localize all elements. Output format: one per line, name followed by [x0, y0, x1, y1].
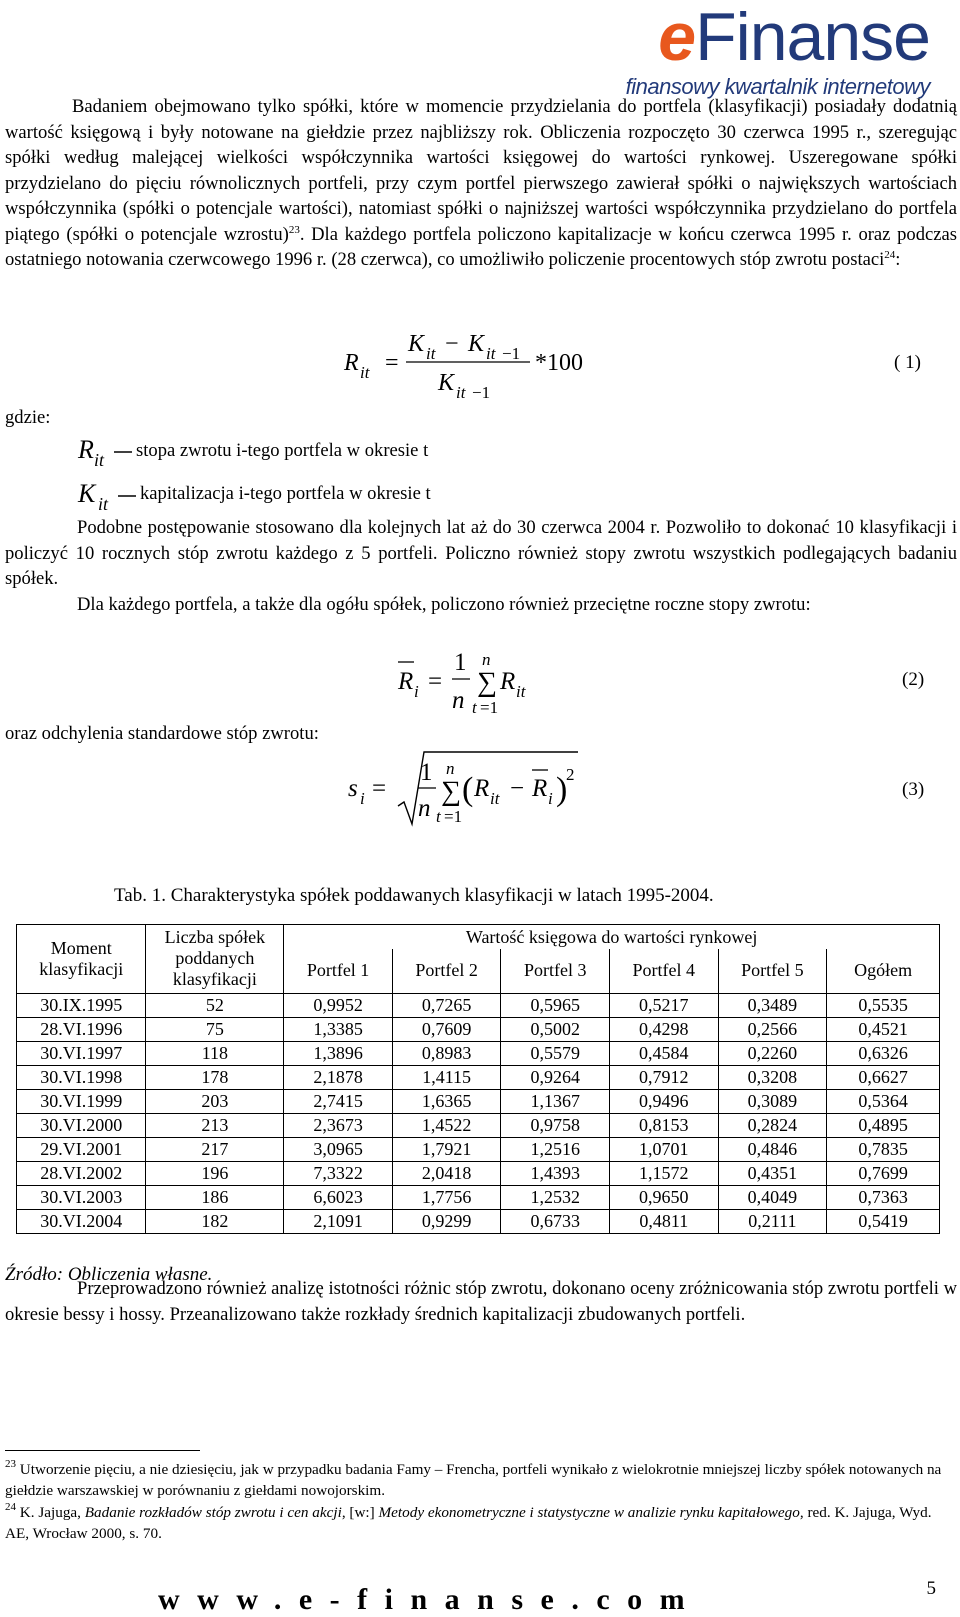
svg-text:R: R	[398, 668, 414, 695]
table-cell: 1,4393	[501, 1161, 610, 1185]
svg-text:*100: *100	[535, 350, 583, 376]
table-cell: 30.VI.1997	[17, 1041, 146, 1065]
table-cell: 0,6326	[827, 1041, 940, 1065]
definition-R: stopa zwrotu i-tego portfela w okresie t	[136, 440, 429, 461]
equation-1	[330, 326, 630, 406]
svg-text:it: it	[360, 363, 370, 382]
paragraph-mean-returns: Dla każdego portfela, a także dla ogółu spółek, policzono również przeciętne roczne stopy zwrotu:	[77, 594, 811, 615]
table-cell: 0,9496	[610, 1089, 719, 1113]
table-cell: 2,1878	[284, 1065, 393, 1089]
subheader-cell: Portfel 4	[610, 949, 719, 993]
table-cell: 0,4895	[827, 1113, 940, 1137]
table-cell: 0,4298	[610, 1017, 719, 1041]
table-cell: 0,5364	[827, 1089, 940, 1113]
svg-text:K: K	[468, 331, 485, 357]
table-cell: 186	[146, 1185, 284, 1209]
svg-text:it: it	[456, 383, 466, 402]
logo-wordmark: eFinanse	[658, 0, 930, 75]
table-cell: 2,1091	[284, 1209, 393, 1233]
symbol-K-it	[74, 476, 144, 516]
table-source: Źródło: Obliczenia własne.	[5, 1264, 213, 1285]
table-row	[17, 1113, 940, 1137]
table-row	[17, 1065, 940, 1089]
svg-text:R: R	[474, 775, 490, 802]
svg-text:it: it	[94, 450, 105, 470]
header-group: Wartość księgowa do wartości rynkowej	[284, 925, 940, 950]
table-cell: 0,4049	[718, 1185, 827, 1209]
footnote-24: $^{24}$ K. Jajuga, Badanie rozkładów stóp zwrotu i cen akcji, [w:] Metody ekonometryczne i statystyczne w analizie rynku kapitałowego, red. K. Jajuga, Wyd. AE, Wrocław 2000, s. 70.	[5, 1501, 932, 1542]
table-cell: 178	[146, 1065, 284, 1089]
paragraph-intro: Badaniem obejmowano tylko spółki, które w momencie przydzielania do portfela (klasyfikacji) posiadały dodatnią wartość księgową i były notowane na giełdzie przez najbliższy rok. Obliczenia rozpoczęto 30 czerwca 1995 r., szeregując spółki według malejącej wielkości współczynnika wartości księgowej do wartości rynkowej. Uszeregowane spółki przydzielano do pięciu równolicznych portfeli, przy czym portfel pierwszego zawierał spółki o największych wartościach współczynnika (spółki o potencjale wartości), natomiast spółki o najniższej wartości współczynnika przydzielano do portfela piątego (spółki o potencjale wzrostu)$^{23}$. Dla każdego portfela policzono kapitalizacje w końcu czerwca 1995 r. oraz podczas ostatniego notowania czerwcowego 1996 r. (28 czerwca), co umożliwiło policzenie procentowych stóp zwrotu postaci$^{24}$:	[5, 96, 957, 270]
table-cell: 0,5579	[501, 1041, 610, 1065]
table-cell: 2,7415	[284, 1089, 393, 1113]
svg-text:R: R	[500, 668, 516, 695]
footnote-rule	[5, 1450, 200, 1451]
table-cell: 1,3385	[284, 1017, 393, 1041]
svg-text:K: K	[78, 479, 96, 508]
table-cell: 0,7699	[827, 1161, 940, 1185]
table-cell: 1,4522	[392, 1113, 501, 1137]
header-liczba: Liczba spółek poddanych klasyfikacji	[146, 925, 284, 994]
equation-number-3: (3)	[902, 779, 925, 800]
svg-text:1: 1	[420, 759, 433, 786]
table-cell: 0,4811	[610, 1209, 719, 1233]
svg-text:−: −	[510, 775, 525, 802]
table-cell: 0,2824	[718, 1113, 827, 1137]
footnote-ref-23[interactable]: 23	[288, 223, 300, 236]
table-cell: 1,7756	[392, 1185, 501, 1209]
svg-text:n: n	[418, 795, 431, 822]
paragraph-analysis: Przeprowadzono również analizę istotności różnic stóp zwrotu, dokonano oceny zróżnicowania stóp zwrotu portfeli w okresie bessy i hossy. Przeanalizowano także rozkłady średnich kapitalizacji zbudowanych portfeli.	[5, 1278, 957, 1325]
subheader-cell: Portfel 1	[284, 949, 393, 993]
table-cell: 1,2532	[501, 1185, 610, 1209]
table-cell: 0,7912	[610, 1065, 719, 1089]
table-cell: 0,9650	[610, 1185, 719, 1209]
table-cell: 0,6627	[827, 1065, 940, 1089]
table-cell: 0,5965	[501, 993, 610, 1017]
svg-text:(: (	[462, 771, 474, 808]
table-cell: 6,6023	[284, 1185, 393, 1209]
table-cell: 1,1572	[610, 1161, 719, 1185]
table-cell: 29.VI.2001	[17, 1137, 146, 1161]
svg-text:2: 2	[566, 765, 575, 784]
subheader-cell: Ogółem	[827, 949, 940, 993]
table-cell: 0,9299	[392, 1209, 501, 1233]
table-cell: 0,5419	[827, 1209, 940, 1233]
table-cell: 0,6733	[501, 1209, 610, 1233]
table-cell: 0,8983	[392, 1041, 501, 1065]
table-cell: 203	[146, 1089, 284, 1113]
svg-text:n: n	[482, 650, 491, 669]
table-cell: 0,7363	[827, 1185, 940, 1209]
table-cell: 0,3208	[718, 1065, 827, 1089]
svg-text:1: 1	[454, 649, 467, 676]
table-cell: 2,3673	[284, 1113, 393, 1137]
table-cell: 0,9264	[501, 1065, 610, 1089]
svg-text:i: i	[414, 682, 419, 701]
table-cell: 0,9952	[284, 993, 393, 1017]
svg-text:): )	[556, 771, 568, 808]
table-cell: 217	[146, 1137, 284, 1161]
equation-3	[340, 744, 600, 834]
table-cell: 0,4846	[718, 1137, 827, 1161]
svg-text:n: n	[452, 687, 465, 714]
label-gdzie: gdzie:	[5, 407, 51, 428]
svg-text:t: t	[436, 807, 441, 826]
table-cell: 7,3322	[284, 1161, 393, 1185]
svg-text:−1: −1	[472, 383, 491, 402]
table-cell: 0,3089	[718, 1089, 827, 1113]
table-cell: 1,1367	[501, 1089, 610, 1113]
svg-text:=: =	[428, 668, 443, 695]
svg-text:R: R	[532, 775, 548, 802]
table-cell: 1,0701	[610, 1137, 719, 1161]
svg-text:∑: ∑	[441, 776, 461, 807]
table-cell: 30.VI.2003	[17, 1185, 146, 1209]
table-cell: 1,4115	[392, 1065, 501, 1089]
equation-number-2: (2)	[902, 669, 925, 690]
table-cell: 30.VI.1999	[17, 1089, 146, 1113]
svg-text:s: s	[348, 775, 358, 802]
table-cell: 2,0418	[392, 1161, 501, 1185]
svg-text:=: =	[385, 350, 399, 376]
table-caption: Tab. 1. Charakterystyka spółek poddawanych klasyfikacji w latach 1995-2004.	[114, 885, 714, 906]
svg-text:t: t	[472, 698, 477, 717]
svg-text:i: i	[360, 789, 365, 808]
table-cell: 0,5217	[610, 993, 719, 1017]
table-row	[17, 1137, 940, 1161]
paragraph-method: Podobne postępowanie stosowano dla kolejnych lat aż do 30 czerwca 2004 r. Pozwoliło to dokonać 10 klasyfikacji i policzyć 10 rocznych stóp zwrotu każdego z 5 portfeli. Policzno również stopy zwrotu wszystkich podlegających badaniu spółek.	[5, 517, 957, 589]
svg-text:−: −	[445, 331, 459, 357]
table-cell: 213	[146, 1113, 284, 1137]
svg-text:it: it	[98, 494, 109, 514]
subheader-cell: Portfel 2	[392, 949, 501, 993]
svg-text:−1: −1	[502, 344, 521, 363]
footnote-23: $^{23}$ Utworzenie pięciu, a nie dziesięciu, jak w przypadku badania Famy – Frencha, portfeli wynikało z wielokrotnie mniejszej liczby spółek notowanych na giełdzie warszawskiej w porównaniu z giełdami nowojorskim.	[5, 1458, 942, 1499]
table-cell: 182	[146, 1209, 284, 1233]
table-cell: 118	[146, 1041, 284, 1065]
table-cell: 0,5002	[501, 1017, 610, 1041]
table-row	[17, 993, 940, 1017]
header-moment: Moment klasyfikacji	[17, 925, 146, 994]
svg-text:it: it	[486, 344, 496, 363]
table-row	[17, 1017, 940, 1041]
logo-subtitle: finansowy kwartalnik internetowy	[625, 74, 930, 99]
table-cell: 0,5535	[827, 993, 940, 1017]
table-row	[17, 1209, 940, 1233]
svg-text:=: =	[372, 775, 387, 802]
table-cell: 0,2260	[718, 1041, 827, 1065]
table-cell: 30.IX.1995	[17, 993, 146, 1017]
table-cell: 0,7265	[392, 993, 501, 1017]
svg-text:n: n	[446, 759, 455, 778]
equation-number-1: ( 1)	[894, 352, 921, 373]
svg-text:R: R	[344, 350, 359, 376]
table-row	[17, 1041, 940, 1065]
equation-2	[390, 645, 550, 720]
table-cell: 1,3896	[284, 1041, 393, 1065]
table-cell: 0,3489	[718, 993, 827, 1017]
svg-text:it: it	[516, 682, 526, 701]
svg-text:R: R	[78, 435, 94, 464]
table-cell: 0,4351	[718, 1161, 827, 1185]
table-cell: 52	[146, 993, 284, 1017]
svg-text:K: K	[438, 370, 455, 396]
table-cell: 1,6365	[392, 1089, 501, 1113]
svg-text:=1: =1	[444, 807, 463, 826]
table-cell: 30.VI.1998	[17, 1065, 146, 1089]
table-cell: 196	[146, 1161, 284, 1185]
efinanse-logo	[625, 0, 930, 100]
svg-text:it: it	[490, 789, 500, 808]
svg-text:i: i	[548, 789, 553, 808]
table-cell: 1,7921	[392, 1137, 501, 1161]
svg-text:=1: =1	[480, 698, 499, 717]
table-cell: 0,4521	[827, 1017, 940, 1041]
table-cell: 30.VI.2000	[17, 1113, 146, 1137]
table-cell: 0,8153	[610, 1113, 719, 1137]
table-cell: 0,2111	[718, 1209, 827, 1233]
table-cell: 0,9758	[501, 1113, 610, 1137]
page-number: 5	[926, 1578, 936, 1599]
table-cell: 28.VI.2002	[17, 1161, 146, 1185]
definition-K: kapitalizacja i-tego portfela w okresie t	[140, 483, 431, 504]
table-cell: 1,2516	[501, 1137, 610, 1161]
table-cell: 0,2566	[718, 1017, 827, 1041]
table-row	[17, 1185, 940, 1209]
table-row	[17, 1161, 940, 1185]
svg-text:∑: ∑	[477, 667, 497, 698]
table-cell: 3,0965	[284, 1137, 393, 1161]
table-cell: 75	[146, 1017, 284, 1041]
subheader-cell: Portfel 3	[501, 949, 610, 993]
table-cell: 0,7609	[392, 1017, 501, 1041]
table-cell: 28.VI.1996	[17, 1017, 146, 1041]
table-cell: 0,7835	[827, 1137, 940, 1161]
symbol-R-it	[74, 432, 144, 472]
table-row	[17, 1089, 940, 1113]
portfolio-table	[16, 924, 940, 1234]
footer-url[interactable]: www.e-finanse.com	[158, 1583, 703, 1616]
subheader-cell: Portfel 5	[718, 949, 827, 993]
svg-text:it: it	[426, 344, 436, 363]
table-cell: 30.VI.2004	[17, 1209, 146, 1233]
svg-text:K: K	[408, 331, 425, 357]
footnote-ref-24[interactable]: 24	[884, 249, 896, 261]
label-std-dev: oraz odchylenia standardowe stóp zwrotu:	[5, 723, 319, 744]
table-cell: 0,4584	[610, 1041, 719, 1065]
